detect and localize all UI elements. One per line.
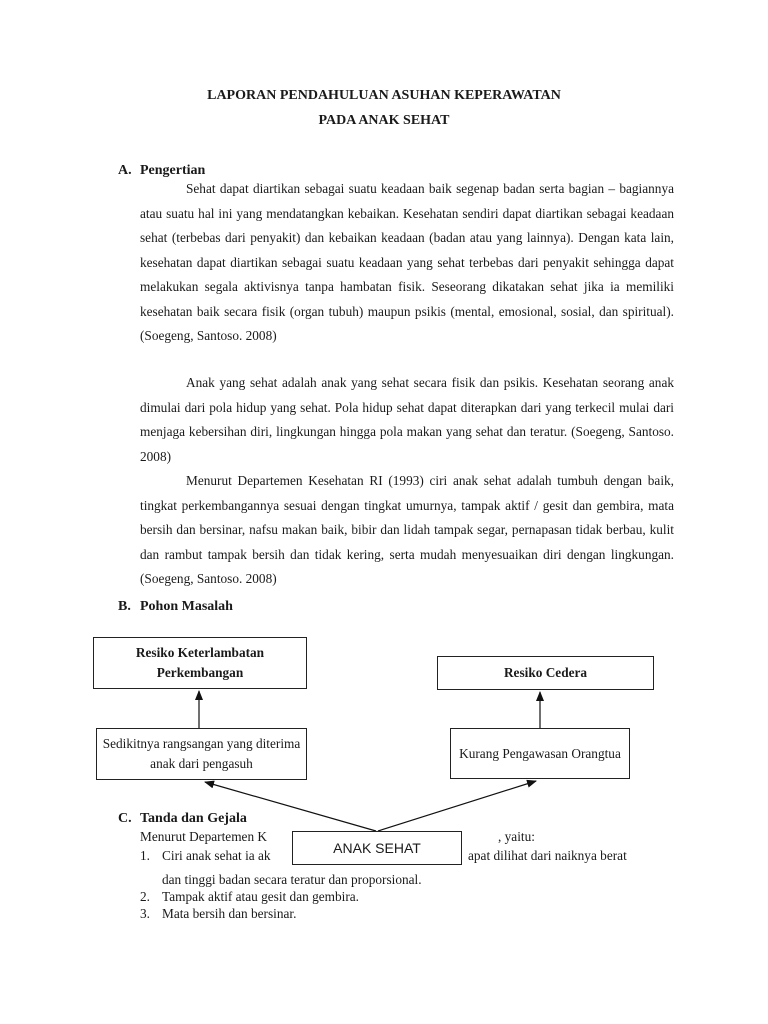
tanda-intro-left: Menurut Departemen K [140,829,268,844]
box-resiko-keterlambatan: Resiko Keterlambatan Perkembangan [93,637,307,689]
section-a-letter: A. [118,163,132,178]
box-sedikitnya-rangsangan: Sedikitnya rangsangan yang diterima anak dari pengasuh [96,728,307,780]
document-title: LAPORAN PENDAHULUAN ASUHAN KEPERAWATAN [207,88,561,103]
box-kurang-pengawasan: Kurang Pengawasan Orangtua [450,728,630,779]
list-item-3-number: 3. [140,906,150,921]
list-item-2-text: Tampak aktif atau gesit dan gembira. [162,889,359,904]
document-subtitle: PADA ANAK SEHAT [318,113,450,128]
tanda-intro-right: , yaitu: [498,829,535,844]
list-item-1-left: Ciri anak sehat ia ak [162,848,271,863]
list-item-3-text: Mata bersih dan bersinar. [162,906,297,921]
paragraph-pengertian-1: Sehat dapat diartikan sebagai suatu keadaan baik segenap badan serta bagian – bagiannya atau suatu hal ini yang mendatangkan kebaikan. Kesehatan sendiri dapat diartikan sebagai keadaan sehat (terbebas dari penyakit) dan kebaikan keadaan (badan atau yang lainnya). Dengan kata lain, kesehatan dapat diartikan sebagai suatu keadaan yang sehat terbebas dari penyakit sehingga dapat melakukan segala aktivisnya tanpa hambatan fisik. Seseorang dikatakan sehat jika ia memiliki kesehatan baik secara fisik (organ tubuh) maupun psikis (mental, emosional, sosial, dan spiritual). (Soegeng, Santoso. 2008) [140,181,674,343]
section-b-title: Pohon Masalah [140,599,233,614]
list-item-1-continuation: dan tinggi badan secara teratur dan proporsional. [162,872,422,887]
list-item-1-number: 1. [140,848,150,863]
section-c-letter: C. [118,811,132,826]
box-anak-sehat: ANAK SEHAT [292,831,462,865]
arrow-anak-to-kurang [378,781,536,831]
section-b-letter: B. [118,599,131,614]
list-item-2-number: 2. [140,889,150,904]
section-a-title: Pengertian [140,163,206,178]
paragraph-pengertian-2: Anak yang sehat adalah anak yang sehat secara fisik dan psikis. Kesehatan seorang anak dimulai dari pola hidup yang sehat. Pola hidup sehat dapat diterapkan dari yang terkecil mulai dari menjaga kebersihan diri, lingkungan hingga pola makan yang sehat dan teratur. (Soegeng, Santoso. 2008) [140,375,674,464]
paragraph-pengertian-3: Menurut Departemen Kesehatan RI (1993) ciri anak sehat adalah tumbuh dengan baik, tingkat perkembangannya sesuai dengan tingkat umurnya, tampak aktif / gesit dan gembira, mata bersih dan bersinar, nafsu makan baik, bibir dan lidah tampak segar, pernapasan tidak berbau, kulit dan rambut tampak bersih dan tidak kering, serta mudah menyesuaikan diri dengan lingkungan. (Soegeng, Santoso. 2008) [140,473,674,586]
arrow-anak-to-sedikitnya [205,782,376,831]
box-resiko-cedera: Resiko Cedera [437,656,654,690]
section-c-title: Tanda dan Gejala [140,811,247,826]
list-item-1-right: apat dilihat dari naiknya berat [468,848,627,863]
